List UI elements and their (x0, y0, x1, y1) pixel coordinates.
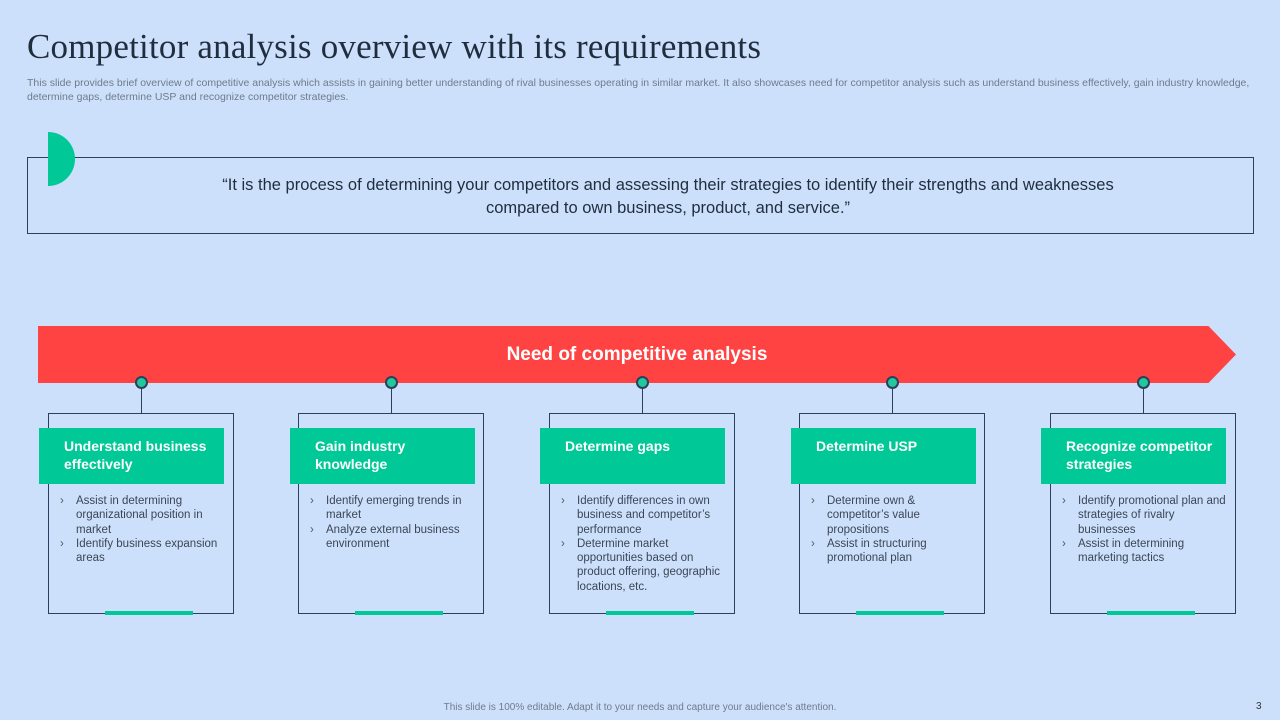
bullet-item: › Identify emerging trends in market (306, 494, 476, 523)
bullet-item: › Assist in determining organizational position in market (56, 494, 226, 537)
bullet-item: › Determine market opportunities based on product offering, geographic locations, etc. (557, 537, 727, 594)
need-card-bullets (56, 494, 226, 565)
footer-note: This slide is 100% editable. Adapt it to your needs and capture your audience's attention. (443, 702, 837, 713)
bullet-item: › Identify promotional plan and strategies of rivalry businesses (1058, 494, 1228, 537)
quote-box (27, 157, 1254, 234)
page-number: 3 (1256, 701, 1262, 712)
connector-dot (886, 376, 899, 389)
card-accent-bar (105, 611, 193, 615)
bullet-item: › Identify differences in own business and competitor’s performance (557, 494, 727, 537)
connector-line (892, 389, 893, 414)
bullet-item: › Analyze external business environment (306, 523, 476, 552)
need-card-bullets (557, 494, 727, 594)
bullet-item: › Assist in determining marketing tactics (1058, 537, 1228, 566)
need-card-title: Understand business effectively (39, 428, 224, 484)
card-accent-bar (1107, 611, 1195, 615)
arrow-banner-label: Need of competitive analysis (506, 344, 768, 365)
connector-line (642, 389, 643, 414)
connector-dot (1137, 376, 1150, 389)
card-accent-bar (606, 611, 694, 615)
connector-dot (636, 376, 649, 389)
need-card-bullets (306, 494, 476, 551)
connector-line (391, 389, 392, 414)
need-card-title: Determine gaps (540, 428, 725, 484)
card-accent-bar (856, 611, 944, 615)
connector-dot (385, 376, 398, 389)
connector-line (141, 389, 142, 414)
connector-line (1143, 389, 1144, 414)
need-card-bullets (807, 494, 977, 565)
bullet-item: › Assist in structuring promotional plan (807, 537, 977, 566)
need-card-bullets (1058, 494, 1228, 565)
need-card-title: Determine USP (791, 428, 976, 484)
need-card-title: Gain industry knowledge (290, 428, 475, 484)
definition-quote: “It is the process of determining your competitors and assessing their strategies to identify their strengths and weaknesses compared to own business, product, and service.” (222, 176, 1114, 217)
card-accent-bar (355, 611, 443, 615)
slide-subtitle: This slide provides brief overview of competitive analysis which assists in gaining better understanding of rival businesses operating in similar market. It also showcases need for competitor analysis such as understand business effectively, gain industry knowledge, determine gaps, determine USP and recognize competitor strategies. (27, 77, 1250, 103)
bullet-item: › Determine own & competitor’s value propositions (807, 494, 977, 537)
slide-title: Competitor analysis overview with its requirements (27, 27, 762, 66)
need-card-title: Recognize competitor strategies (1041, 428, 1226, 484)
bullet-item: › Identify business expansion areas (56, 537, 226, 566)
connector-dot (135, 376, 148, 389)
